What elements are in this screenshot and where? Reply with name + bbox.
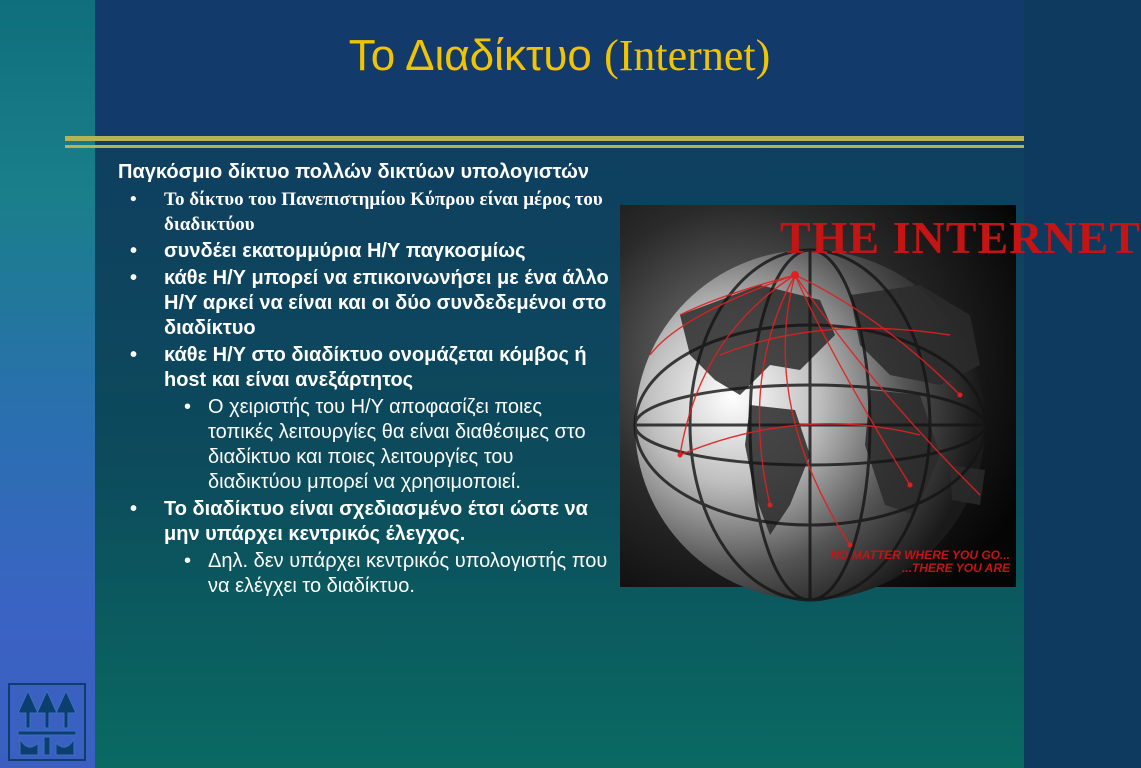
slide-title-greek: Το Διαδίκτυο <box>348 31 592 80</box>
bullet-item <box>118 239 612 264</box>
internet-globe-image <box>620 205 1141 587</box>
bullet-item <box>118 266 612 341</box>
bullet-marker: • <box>130 240 138 262</box>
bullet-item <box>118 343 612 393</box>
caption-line-1: NO MATTER WHERE YOU GO... <box>830 548 1010 562</box>
sub-bullet-text: Δηλ. δεν υπάρχει κεντρικός υπολογιστής που να ελέγχει το διαδίκτυο. <box>208 550 608 597</box>
title-rule-top <box>65 136 1024 141</box>
sub-bullet-text: Ο χειριστής του Η/Υ αποφασίζει ποιες τοπικές λειτουργίες θα είναι διαθέσιμες στο διαδίκτυο και ποιες λειτουργίες του διαδικτύου μπορεί να χρησιμοποιεί. <box>208 396 586 493</box>
bullet-marker: • <box>130 189 137 210</box>
slide-title-latin: (Internet) <box>604 31 771 80</box>
slide-content <box>118 160 612 599</box>
internet-image-title: THE INTERNET <box>780 212 1141 263</box>
bullet-text: Το διαδίκτυο είναι σχεδιασμένο έτσι ώστε να μην υπάρχει κεντρικός έλεγχος. <box>164 498 588 545</box>
bullet-text: Το δίκτυο του Πανεπιστημίου Κύπρου είναι μέρος του διαδικτύου <box>164 189 603 235</box>
internet-image-caption <box>720 549 1010 575</box>
sub-bullet-item <box>118 549 612 599</box>
left-sidebar-band <box>0 0 95 768</box>
bullet-marker: • <box>184 396 192 418</box>
bullet-item <box>118 497 612 547</box>
bullet-text: κάθε Η/Υ μπορεί να επικοινωνήσει με ένα άλλο Η/Υ αρκεί να είναι και οι δύο συνδεδεμένοι στο διαδίκτυο <box>164 267 609 339</box>
intro-text: Παγκόσμιο δίκτυο πολλών δικτύων υπολογιστών <box>118 161 589 183</box>
title-rule-bottom <box>65 145 1024 148</box>
bullet-marker: • <box>184 550 192 572</box>
caption-line-2: ...THERE YOU ARE <box>901 561 1010 575</box>
university-logo <box>8 683 86 761</box>
sub-bullet-item <box>118 395 612 495</box>
bullet-text: συνδέει εκατομμύρια Η/Υ παγκοσμίως <box>164 240 526 262</box>
bullet-marker: • <box>130 267 138 289</box>
bullet-item <box>118 187 612 237</box>
slide-title <box>95 30 1024 81</box>
bullet-marker: • <box>130 344 138 366</box>
bullet-text: κάθε Η/Υ στο διαδίκτυο ονομάζεται κόμβος ή host και είναι ανεξάρτητος <box>164 344 587 391</box>
bullet-marker: • <box>130 498 138 520</box>
